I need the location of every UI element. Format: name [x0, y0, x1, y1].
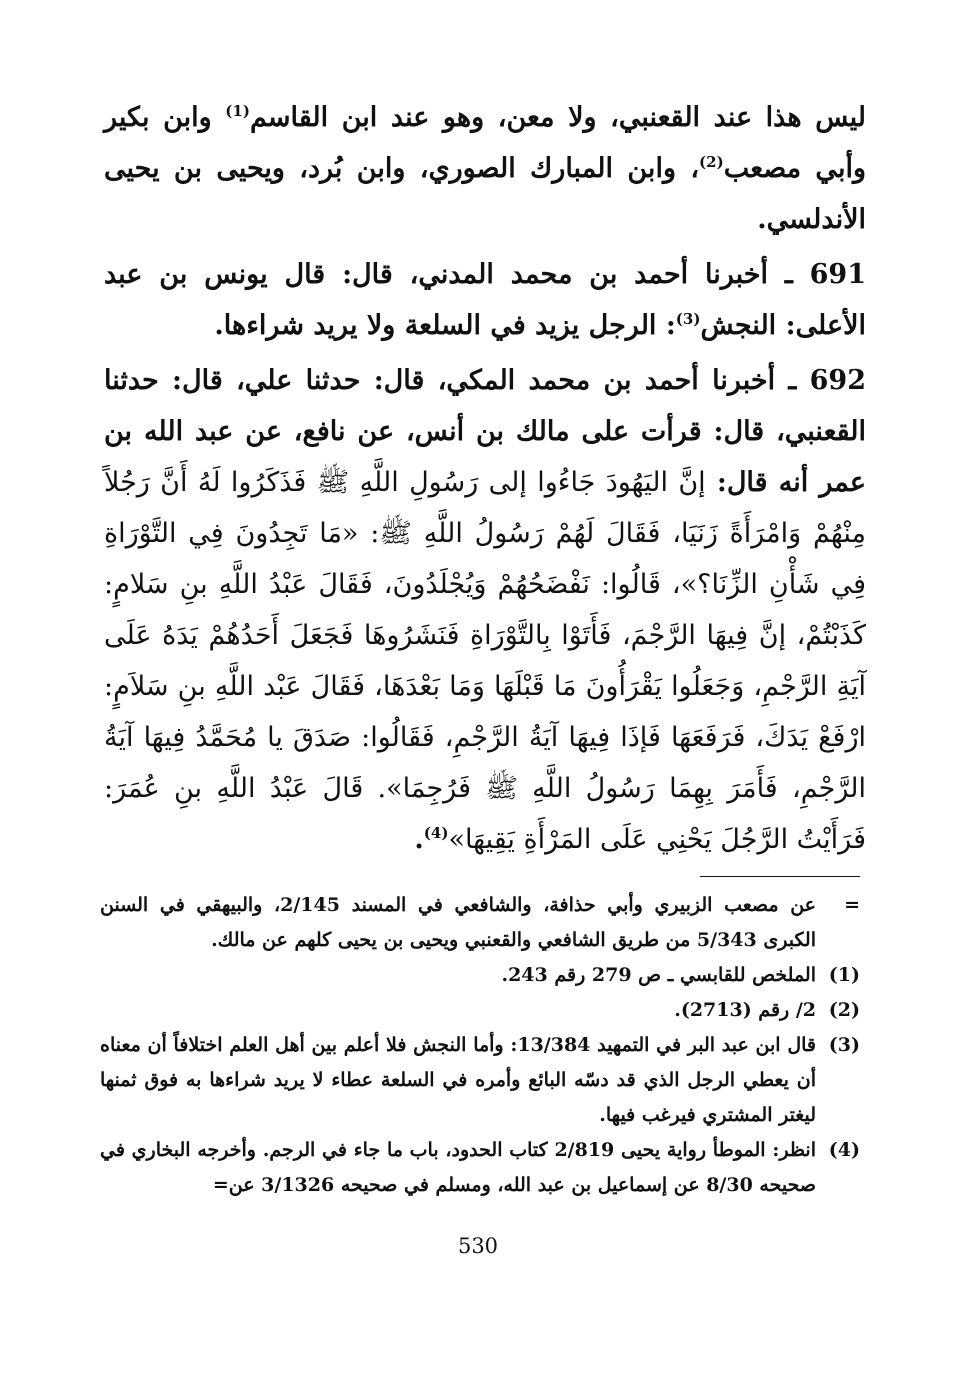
- footnote-text: الملخص للقابسي ـ ص 279 رقم 243.: [501, 964, 816, 986]
- footnote-marker: (4): [828, 1139, 860, 1161]
- footnote-item: [100, 958, 860, 993]
- footnote-marker: (2): [828, 999, 860, 1021]
- footnote-ref: (4): [423, 824, 449, 842]
- footnote-item: [100, 1133, 860, 1203]
- footnote-marker: (1): [828, 964, 860, 986]
- hadith-text: إنَّ اليَهُودَ جَاءُوا إلى رَسُولِ اللَّهِ ﷺ فَذَكَرُوا لَهُ أَنَّ رَجُلاً مِنْهُمْ وَامْرَأَةً زَنَيَا، فَقَالَ لَهُمْ رَسُولُ اللَّهِ ﷺ: «مَا تَجِدُونَ فِي التَّوْرَاةِ فِي شَأْنِ الزِّنَا؟»، قَالُوا: نَفْضَحُهُمْ وَيُجْلَدُونَ، فَقَالَ عَبْدُ اللَّهِ بنِ سَلامٍ: كَذَبْتُمْ، إنَّ فِيهَا الرَّجْمَ، فَأَتَوْا بِالتَّوْرَاةِ فَنَشَرُوهَا فَجَعَلَ أَحَدُهُمْ يَدَهُ عَلَى آيَةِ الرَّجْمِ، وَجَعَلُوا يَقْرَأُونَ مَا قَبْلَهَا وَمَا بَعْدَهَا، فَقَالَ عَبْد اللَّهِ بنِ سَلاَمٍ: ارْفَعْ يَدَكَ، فَرَفَعَهَا فَإذَا فِيهَا آيَةُ الرَّجْمِ، فَقَالُوا: صَدَقَ يا مُحَمَّدُ فِيهَا آيَةُ الرَّجْمِ، فَأَمَرَ بِهِمَا رَسُولُ اللَّهِ ﷺ فَرُجِمَا». قَالَ عَبْدُ اللَّهِ بنِ عُمَرَ: فَرَأَيْتُ الرَّجُلَ يَحْنِي عَلَى المَرْأَةِ يَقِيهَا»: [104, 467, 866, 855]
- paragraph-text: أخبرنا أحمد بن محمد المكي، قال: حدثنا علي، قال: حدثنا القعنبي، قال: قرأت على مالك بن أنس، عن نافع، عن عبد الله بن عمر أنه قال:: [104, 365, 866, 498]
- paragraph-text: ليس هذا عند القعنبي، ولا معن، وهو عند ابن القاسم: [249, 102, 866, 133]
- footnote-ref: (1): [225, 102, 250, 120]
- footnote-text: انظر: الموطأ رواية يحيى 2/819 كتاب الحدود، باب ما جاء في الرجم. وأخرجه البخاري في صحيحه 8/30 عن إسماعيل بن عبد الله، ومسلم في صحيحه 3/1326 عن=: [100, 1139, 816, 1196]
- paragraph-692: [104, 355, 866, 865]
- footnote-item: [100, 1028, 860, 1133]
- paragraph-text: وابن بكير وأبي مصعب: [104, 102, 866, 184]
- footnote-text: قال ابن عبد البر في التمهيد 13/384: وأما النجش فلا أعلم بين أهل العلم اختلافاً أن معناه أن يعطي الرجل الذي قد دسّه البائع وأمره في السلعة عطاء لا يريد شراءها به فوق ثمنها ليغتر المشتري فيرغب فيها.: [100, 1034, 816, 1126]
- footnote-ref: (2): [699, 153, 724, 171]
- footnote-text: 2/ رقم (2713).: [674, 999, 816, 1021]
- paragraph-text: أخبرنا أحمد بن محمد المدني، قال: قال يونس بن عبد الأعلى: النجش: [104, 259, 866, 341]
- hadith-number: 692 ـ: [788, 365, 866, 396]
- footnote-marker: =: [844, 894, 860, 916]
- footnote-marker: (3): [828, 1034, 860, 1056]
- footnote-ref: (3): [675, 310, 701, 328]
- footnotes: [100, 888, 860, 1203]
- footnote-text: عن مصعب الزبيري وأبي حذافة، والشافعي في المسند 2/145، والبيهقي في السنن الكبرى 5/343 من طريق الشافعي والقعنبي ويحيى بن يحيى كلهم عن مالك.: [100, 894, 816, 951]
- paragraph-intro: [104, 92, 866, 245]
- footnote-separator: [700, 876, 860, 877]
- footnote-item: [100, 888, 860, 958]
- page-number: 530: [457, 1234, 499, 1258]
- paragraph-text: ، وابن المبارك الصوري، وابن بُرد، ويحيى بن يحيى الأندلسي.: [104, 153, 866, 235]
- hadith-number: 691 ـ: [784, 259, 866, 290]
- footnote-item: [100, 993, 860, 1028]
- paragraph-691: [104, 249, 866, 351]
- paragraph-text: .: [414, 824, 424, 855]
- paragraph-text: : الرجل يزيد في السلعة ولا يريد شراءها.: [214, 310, 676, 341]
- main-text: [104, 92, 866, 869]
